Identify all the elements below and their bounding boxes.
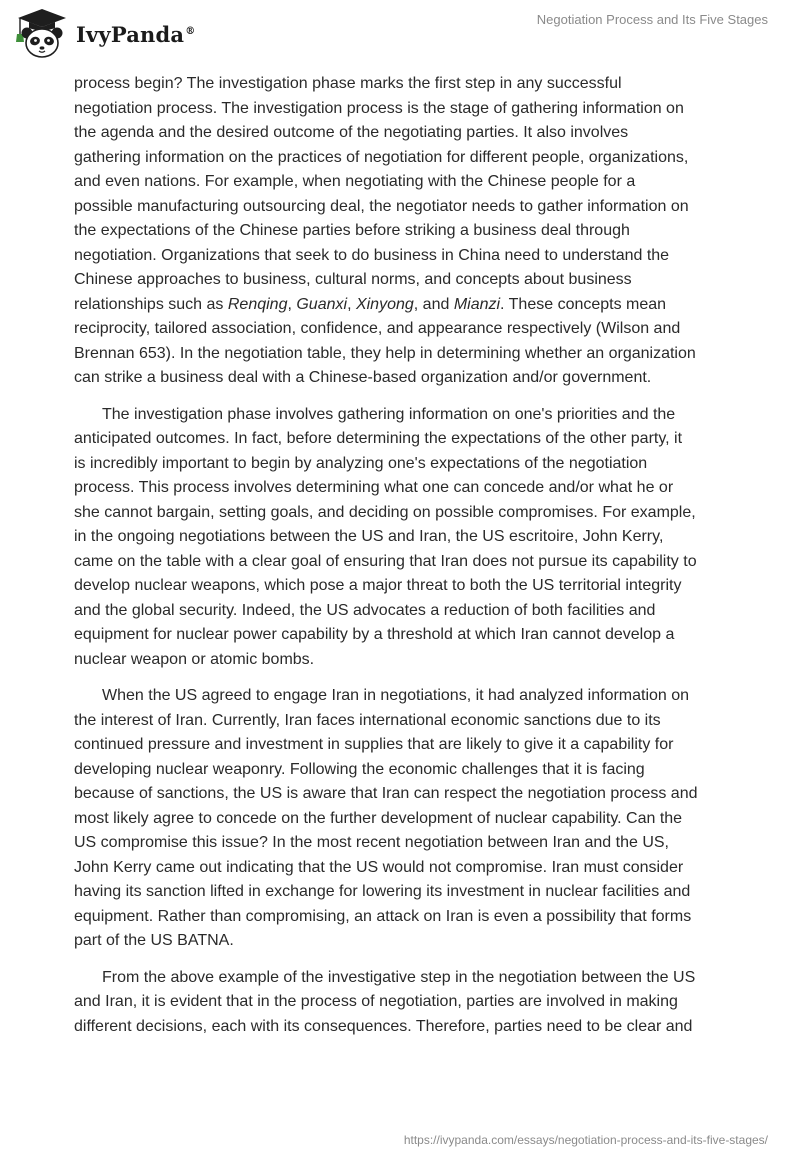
text-line: and the global security. Indeed, the US advocates a reduction of both facilities and [74, 601, 656, 619]
text-line: gathering information on the practices of negotiation for different people, organizations, [74, 148, 689, 166]
text-line: process begin? The investigation phase marks the first step in any successful [74, 75, 622, 92]
text-line: negotiation process. The investigation process is the stage of gathering information on [74, 99, 684, 117]
paragraph-4 [74, 966, 728, 1040]
essay-body [74, 72, 728, 1039]
text-line: developing nuclear weaponry. Following the economic challenges that it is facing [74, 760, 645, 778]
text-line-with-terms: relationships such as Renqing, Guanxi, Xinyong, and Mianzi. These concepts mean [74, 295, 667, 313]
text-line: develop nuclear weapons, which pose a major threat to both the US territorial integrity [74, 577, 682, 594]
brand-logo[interactable] [14, 6, 195, 60]
text-line: part of the US BATNA. [74, 932, 234, 949]
text-line: The investigation phase involves gathering information on one's priorities and the [102, 405, 676, 423]
text-line: most likely agree to concede on the further development of nuclear capability. Can the [74, 809, 683, 827]
text-line: in the ongoing negotiations between the US and Iran, the US escritoire, John Kerry, [74, 528, 664, 545]
text-line: having its sanction lifted in exchange for lowering its investment in nuclear facilities and [74, 883, 691, 900]
text-line: nuclear weapon or atomic bombs. [74, 650, 315, 668]
text-line: is incredibly important to begin by analyzing one's expectations of the negotiation [74, 454, 648, 472]
text-line: negotiation. Organizations that seek to do business in China need to understand the [74, 246, 670, 264]
text-line: and even nations. For example, when negotiating with the Chinese people for a [74, 173, 636, 190]
text-line: different decisions, each with its consequences. Therefore, parties need to be clear and [74, 1017, 693, 1035]
term-renqing: Renqing [227, 295, 288, 313]
text-line: came on the table with a clear goal of ensuring that Iran does not pursue its capability to [74, 552, 697, 570]
text-line: process. This process involves determining what one can concede and/or what he or [74, 479, 674, 496]
text-line: she cannot bargain, setting goals, and deciding on possible compromises. For example, [74, 503, 696, 521]
paragraph-3 [74, 684, 728, 954]
registered-mark: ® [185, 25, 196, 37]
text-line: equipment. Rather than compromising, an attack on Iran is even a possibility that forms [74, 907, 692, 925]
text-line: When the US agreed to engage Iran in negotiations, it had analyzed information on [102, 687, 690, 704]
term-mianzi: Mianzi [453, 295, 501, 313]
text-line: the agenda and the desired outcome of the negotiating parties. It also involves [74, 124, 629, 141]
source-url-link[interactable]: https://ivypanda.com/essays/negotiation-process-and-its-five-stages/ [403, 1133, 768, 1147]
text-line: equipment for nuclear power capability by a threshold at which Iran cannot develop a [74, 626, 675, 643]
panda-graduation-cap-icon [14, 6, 70, 60]
term-xinyong: Xinyong [355, 295, 414, 313]
text-line: reciprocity, tailored association, confidence, and appearance respectively (Wilson and [74, 320, 681, 337]
brand-name: IvyPanda® [76, 21, 196, 47]
text-line: because of sanctions, the US is aware that Iran can respect the negotiation process and [74, 785, 698, 802]
text-line: the interest of Iran. Currently, Iran faces international economic sanctions due to its [74, 711, 661, 729]
text-line: From the above example of the investigative step in the negotiation between the US [102, 968, 696, 986]
paragraph-1 [74, 72, 728, 391]
text-line: possible manufacturing outsourcing deal, the negotiator needs to gather information on [74, 197, 689, 215]
text-line: John Kerry came out indicating that the US would not compromise. Iran must consider [74, 858, 684, 876]
text-line: Brennan 653). In the negotiation table, they help in determining whether an organization [74, 344, 696, 362]
text-line: anticipated outcomes. In fact, before determining the expectations of the other party, it [74, 430, 683, 447]
text-line: continued pressure and investment in supplies that are likely to give it a capability for [74, 736, 674, 753]
term-guanxi: Guanxi [296, 295, 348, 313]
page-header [0, 0, 800, 62]
text-line: and Iran, it is evident that in the process of negotiation, parties are involved in making [74, 993, 678, 1010]
text-line: can strike a business deal with a Chinese-based organization and/or government. [74, 369, 652, 386]
text-line: US compromise this issue? In the most recent negotiation between Iran and the US, [74, 834, 669, 851]
text-line: Chinese approaches to business, cultural norms, and concepts about business [74, 271, 632, 288]
paragraph-2 [74, 403, 728, 673]
text-line: the expectations of the Chinese parties before striking a business deal through [74, 222, 630, 239]
document-title: Negotiation Process and Its Five Stages [536, 12, 768, 27]
